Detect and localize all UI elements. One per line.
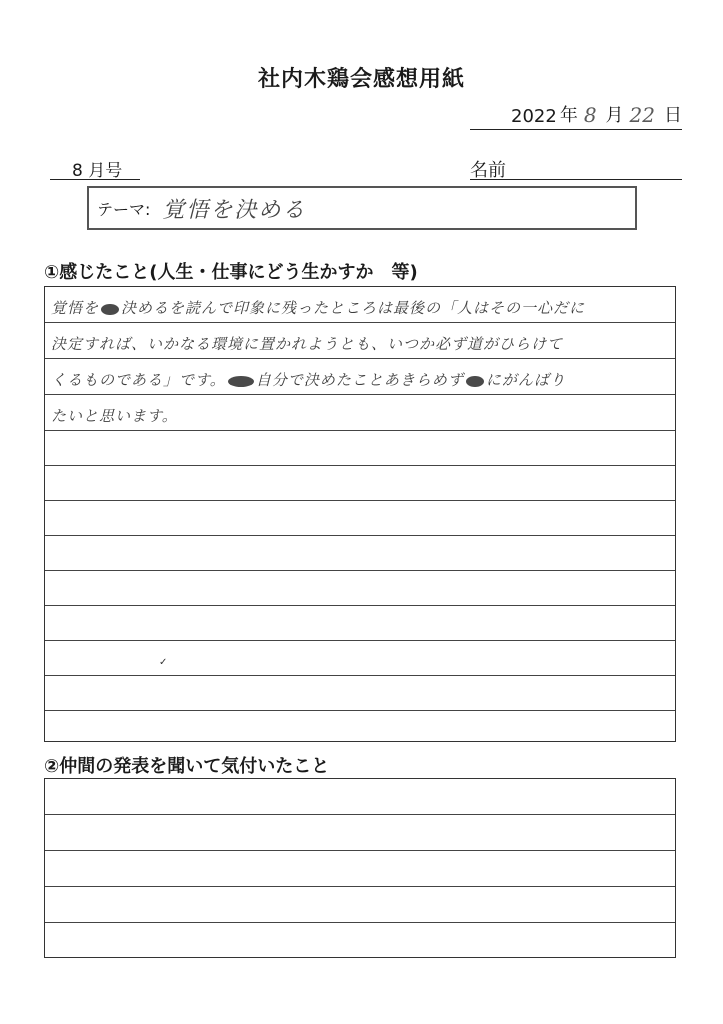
writing-line [45,395,675,431]
writing-line [45,676,675,711]
date-month: 8 [583,103,597,127]
writing-line [45,815,675,851]
name-label: 名前 [470,160,506,181]
handwritten-text: 決定すれば、いかなる環境に置かれようとも、いつか必ず道がひらけて [51,335,564,353]
writing-line [45,779,675,815]
scribble-mark [101,304,119,315]
writing-line [45,851,675,887]
theme-box [87,186,637,230]
writing-line [45,641,675,676]
stray-mark: ✓ [159,657,168,668]
date-day-unit: 日 [664,105,682,126]
issue-field [50,156,140,180]
writing-line [45,466,675,501]
page-title: 社内木鶏会感想用紙 [257,67,465,92]
handwritten-text: 覚悟を 決めるを読んで印象に残ったところは最後の「人はその一心だに [51,299,586,317]
scribble-mark [466,376,484,387]
writing-line [45,606,675,641]
date-year-unit: 年 [559,105,578,126]
issue-label: 月号 [88,161,123,181]
writing-line [45,287,675,323]
theme-value: 覚悟を決める [162,197,307,223]
name-field [470,156,682,180]
section1-heading: ①感じたこと(人生・仕事にどう生かすか 等) [44,262,418,283]
handwritten-text: くるものである」です。 自分で決めたことあきらめず にがんばり [51,371,566,389]
writing-line [45,323,675,359]
scribble-mark [228,376,254,387]
date-day: 22 [629,103,655,127]
writing-line [45,431,675,466]
writing-line [45,359,675,395]
issue-month: 8 [72,161,83,181]
theme-label: テーマ: [97,199,151,219]
date-month-unit: 月 [605,105,624,126]
impressions-box [44,286,676,742]
handwritten-text: たいと思います。 [51,407,178,425]
date-year: 2022 [511,106,557,127]
writing-line [45,501,675,536]
writing-line [45,887,675,923]
section2-heading: ②仲間の発表を聞いて気付いたこと [44,756,330,777]
date-field [470,104,682,130]
writing-line [45,536,675,571]
peer-feedback-box [44,778,676,958]
writing-line [45,571,675,606]
